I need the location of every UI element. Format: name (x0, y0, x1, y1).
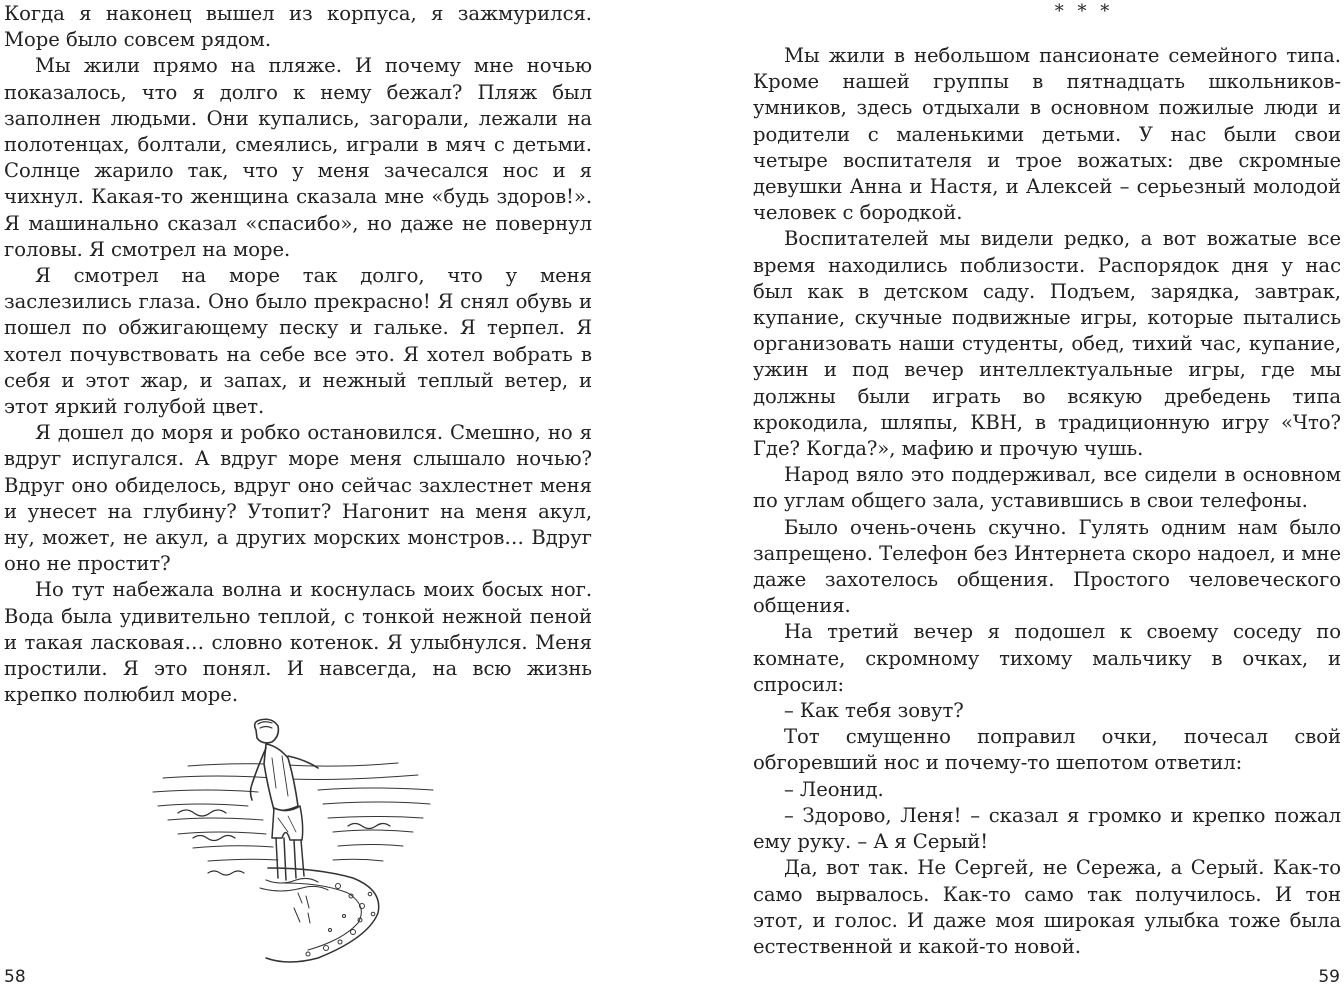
paragraph: – Леонид. (784, 777, 884, 801)
paragraph: Мы жили прямо на пляже. И почему мне ночью показалось, что я долго к нему бежал? Пляж был заполнен людьми. Они купались, загорали, лежали на полотенцах, болтали, смеялись, играли в мяч с детьми. Солнце жарило так, что у меня зачесался нос и я чихнул. Какая-то женщина сказала мне «будь здоров!». Я машинально сказал «спасибо», но даже не повернул головы. Я смотрел на море. (4, 54, 592, 261)
right-page-text (753, 43, 1341, 960)
paragraph: – Здорово, Леня! – сказал я громко и крепко пожал ему руку. – А я Серый! (753, 803, 1341, 854)
section-break-ornament: * * * (1054, 1, 1114, 22)
paragraph: Но тут набежала волна и коснулась моих босых ног. Вода была удивительно теплой, с тонкой нежной пеной и такая ласковая… словно котенок. Я улыбнулся. Меня простили. Я это понял. И навсегда, на всю жизнь крепко полюбил море. (4, 578, 592, 707)
left-page (0, 0, 600, 987)
boy-wading-in-sea-sketch-icon (148, 718, 438, 963)
paragraph: Народ вяло это поддерживал, все сидели в основном по углам общего зала, уставившись в свои телефоны. (753, 463, 1341, 513)
paragraph: Я смотрел на море так долго, что у меня заслезились глаза. Оно было прекрасно! Я снял обувь и пошел по обжигающему песку и гальке. Я терпел. Я хотел почувствовать на себе все это. Я хотел вобрать в себя и этот жар, и запах, и нежный теплый ветер, и этот яркий голубой цвет. (4, 264, 592, 419)
left-page-text (4, 1, 592, 708)
paragraph: Было очень-очень скучно. Гулять одним нам было запрещено. Телефон без Интернета скоро надоел, и мне даже захотелось общения. Простого человеческого общения. (753, 515, 1341, 618)
page-number: 58 (4, 967, 26, 987)
paragraph: На третий вечер я подошел к своему соседу по комнате, скромному тихому мальчику в очках, и спросил: (753, 620, 1341, 696)
paragraph: Мы жили в небольшом пансионате семейного типа. Кроме нашей группы в пятнадцать школьников-умников, здесь отдыхали в основном пожилые люди и родители с маленькими детьми. У нас были свои четыре воспитателя и трое вожатых: две скромные девушки Анна и Настя, и Алексей – серьезный молодой человек с бородкой. (753, 44, 1341, 225)
right-page (744, 0, 1344, 987)
page-number: 59 (1318, 967, 1340, 987)
paragraph: Тот смущенно поправил очки, почесал свой обгоревший нос и почему-то шепотом ответил: (753, 725, 1341, 775)
paragraph: Когда я наконец вышел из корпуса, я зажмурился. Море было совсем рядом. (4, 2, 592, 52)
paragraph: Я дошел до моря и робко остановился. Смешно, но я вдруг испугался. А вдруг море меня слышало ночью? Вдруг оно обиделось, вдруг оно сейчас захлестнет меня и унесет на глубину? Утопит? Нагонит на меня акул, ну, может, не акул, а других морских монстров… Вдруг оно не простит? (4, 421, 592, 576)
paragraph: – Как тебя зовут? (784, 699, 964, 723)
paragraph: Да, вот так. Не Сергей, не Сережа, а Серый. Как-то само вырвалось. Как-то само так получилось. И тон этот, и голос. И даже моя широкая улыбка тоже была естественной и какой-то новой. (753, 856, 1341, 958)
paragraph: Воспитателей мы видели редко, а вот вожатые все время находились поблизости. Распорядок дня у нас был как в детском саду. Подъем, зарядка, завтрак, купание, скучные подвижные игры, которые пытались организовать наши студенты, обед, тихий час, купание, ужин и под вечер интеллектуальные игры, где мы должны были играть во всякую дребедень типа крокодила, шляпы, КВН, в традиционную игру «Что? Где? Когда?», мафию и прочую чушь. (753, 227, 1341, 461)
